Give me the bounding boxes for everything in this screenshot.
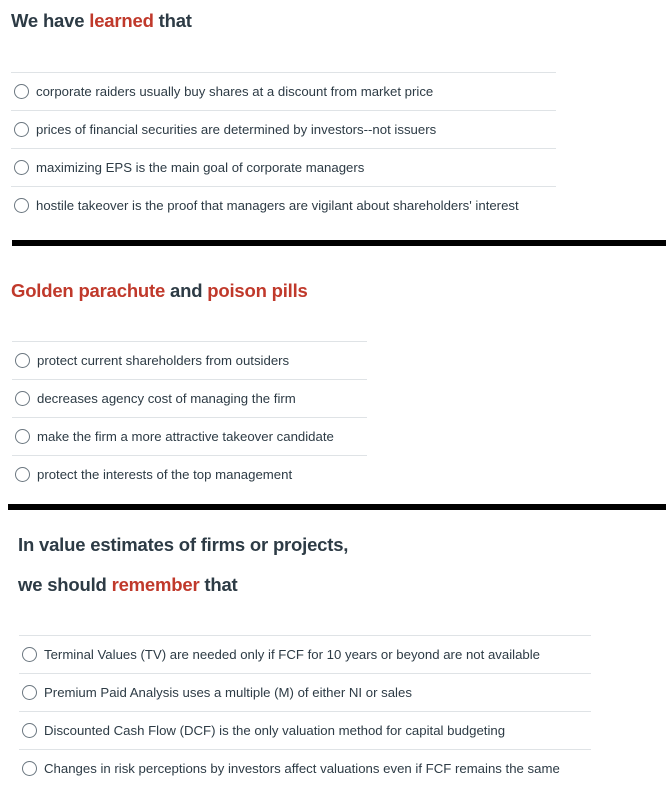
answer-label: corporate raiders usually buy shares at a discount from market price: [36, 84, 434, 99]
title-text: We have: [11, 10, 90, 31]
title-text: that: [153, 10, 192, 31]
radio-button[interactable]: [14, 198, 29, 213]
radio-button[interactable]: [14, 160, 29, 175]
answer-label: Discounted Cash Flow (DCF) is the only valuation method for capital budgeting: [44, 723, 506, 738]
question-1-title: [11, 10, 192, 32]
radio-button[interactable]: [14, 122, 29, 137]
radio-button[interactable]: [22, 723, 37, 738]
title-text: In value estimates of firms or projects,: [18, 534, 349, 555]
title-highlight: learned: [89, 10, 154, 31]
radio-button[interactable]: [22, 761, 37, 776]
title-highlight: Golden parachute: [11, 280, 166, 301]
answer-option[interactable]: [19, 635, 591, 673]
title-highlight: remember: [111, 574, 200, 595]
radio-button[interactable]: [22, 685, 37, 700]
radio-button[interactable]: [14, 84, 29, 99]
title-highlight: poison pills: [207, 280, 308, 301]
answer-option[interactable]: [12, 341, 367, 379]
question-2: [0, 246, 666, 504]
answer-option[interactable]: [19, 711, 591, 749]
question-3: [0, 510, 666, 798]
answer-label: decreases agency cost of managing the firm: [37, 391, 296, 406]
answer-option[interactable]: [19, 673, 591, 711]
answer-option[interactable]: [12, 417, 367, 455]
question-3-title-line-2: [18, 574, 238, 596]
answer-label: prices of financial securities are determined by investors--not issuers: [36, 122, 437, 137]
title-text: and: [165, 280, 208, 301]
radio-button[interactable]: [15, 467, 30, 482]
answer-label: Terminal Values (TV) are needed only if FCF for 10 years or beyond are not available: [44, 647, 540, 662]
answer-label: Premium Paid Analysis uses a multiple (M) of either NI or sales: [44, 685, 412, 700]
answer-option[interactable]: [12, 379, 367, 417]
question-2-title: [11, 280, 308, 302]
answer-label: make the firm a more attractive takeover candidate: [37, 429, 334, 444]
answer-option[interactable]: [11, 186, 556, 224]
radio-button[interactable]: [15, 429, 30, 444]
answer-label: Changes in risk perceptions by investors affect valuations even if FCF remains the same: [44, 761, 560, 776]
answer-option[interactable]: [11, 72, 556, 110]
answer-option[interactable]: [11, 148, 556, 186]
answer-label: protect the interests of the top management: [37, 467, 293, 482]
title-text: we should: [18, 574, 112, 595]
radio-button[interactable]: [15, 391, 30, 406]
answer-option[interactable]: [11, 110, 556, 148]
answer-option[interactable]: [19, 749, 591, 787]
answer-label: hostile takeover is the proof that managers are vigilant about shareholders' interest: [36, 198, 519, 213]
question-3-title-line-1: [18, 534, 348, 556]
answer-label: protect current shareholders from outsiders: [37, 353, 290, 368]
question-1: [0, 0, 666, 240]
title-text: that: [199, 574, 238, 595]
answer-label: maximizing EPS is the main goal of corporate managers: [36, 160, 365, 175]
radio-button[interactable]: [22, 647, 37, 662]
radio-button[interactable]: [15, 353, 30, 368]
answer-option[interactable]: [12, 455, 367, 493]
